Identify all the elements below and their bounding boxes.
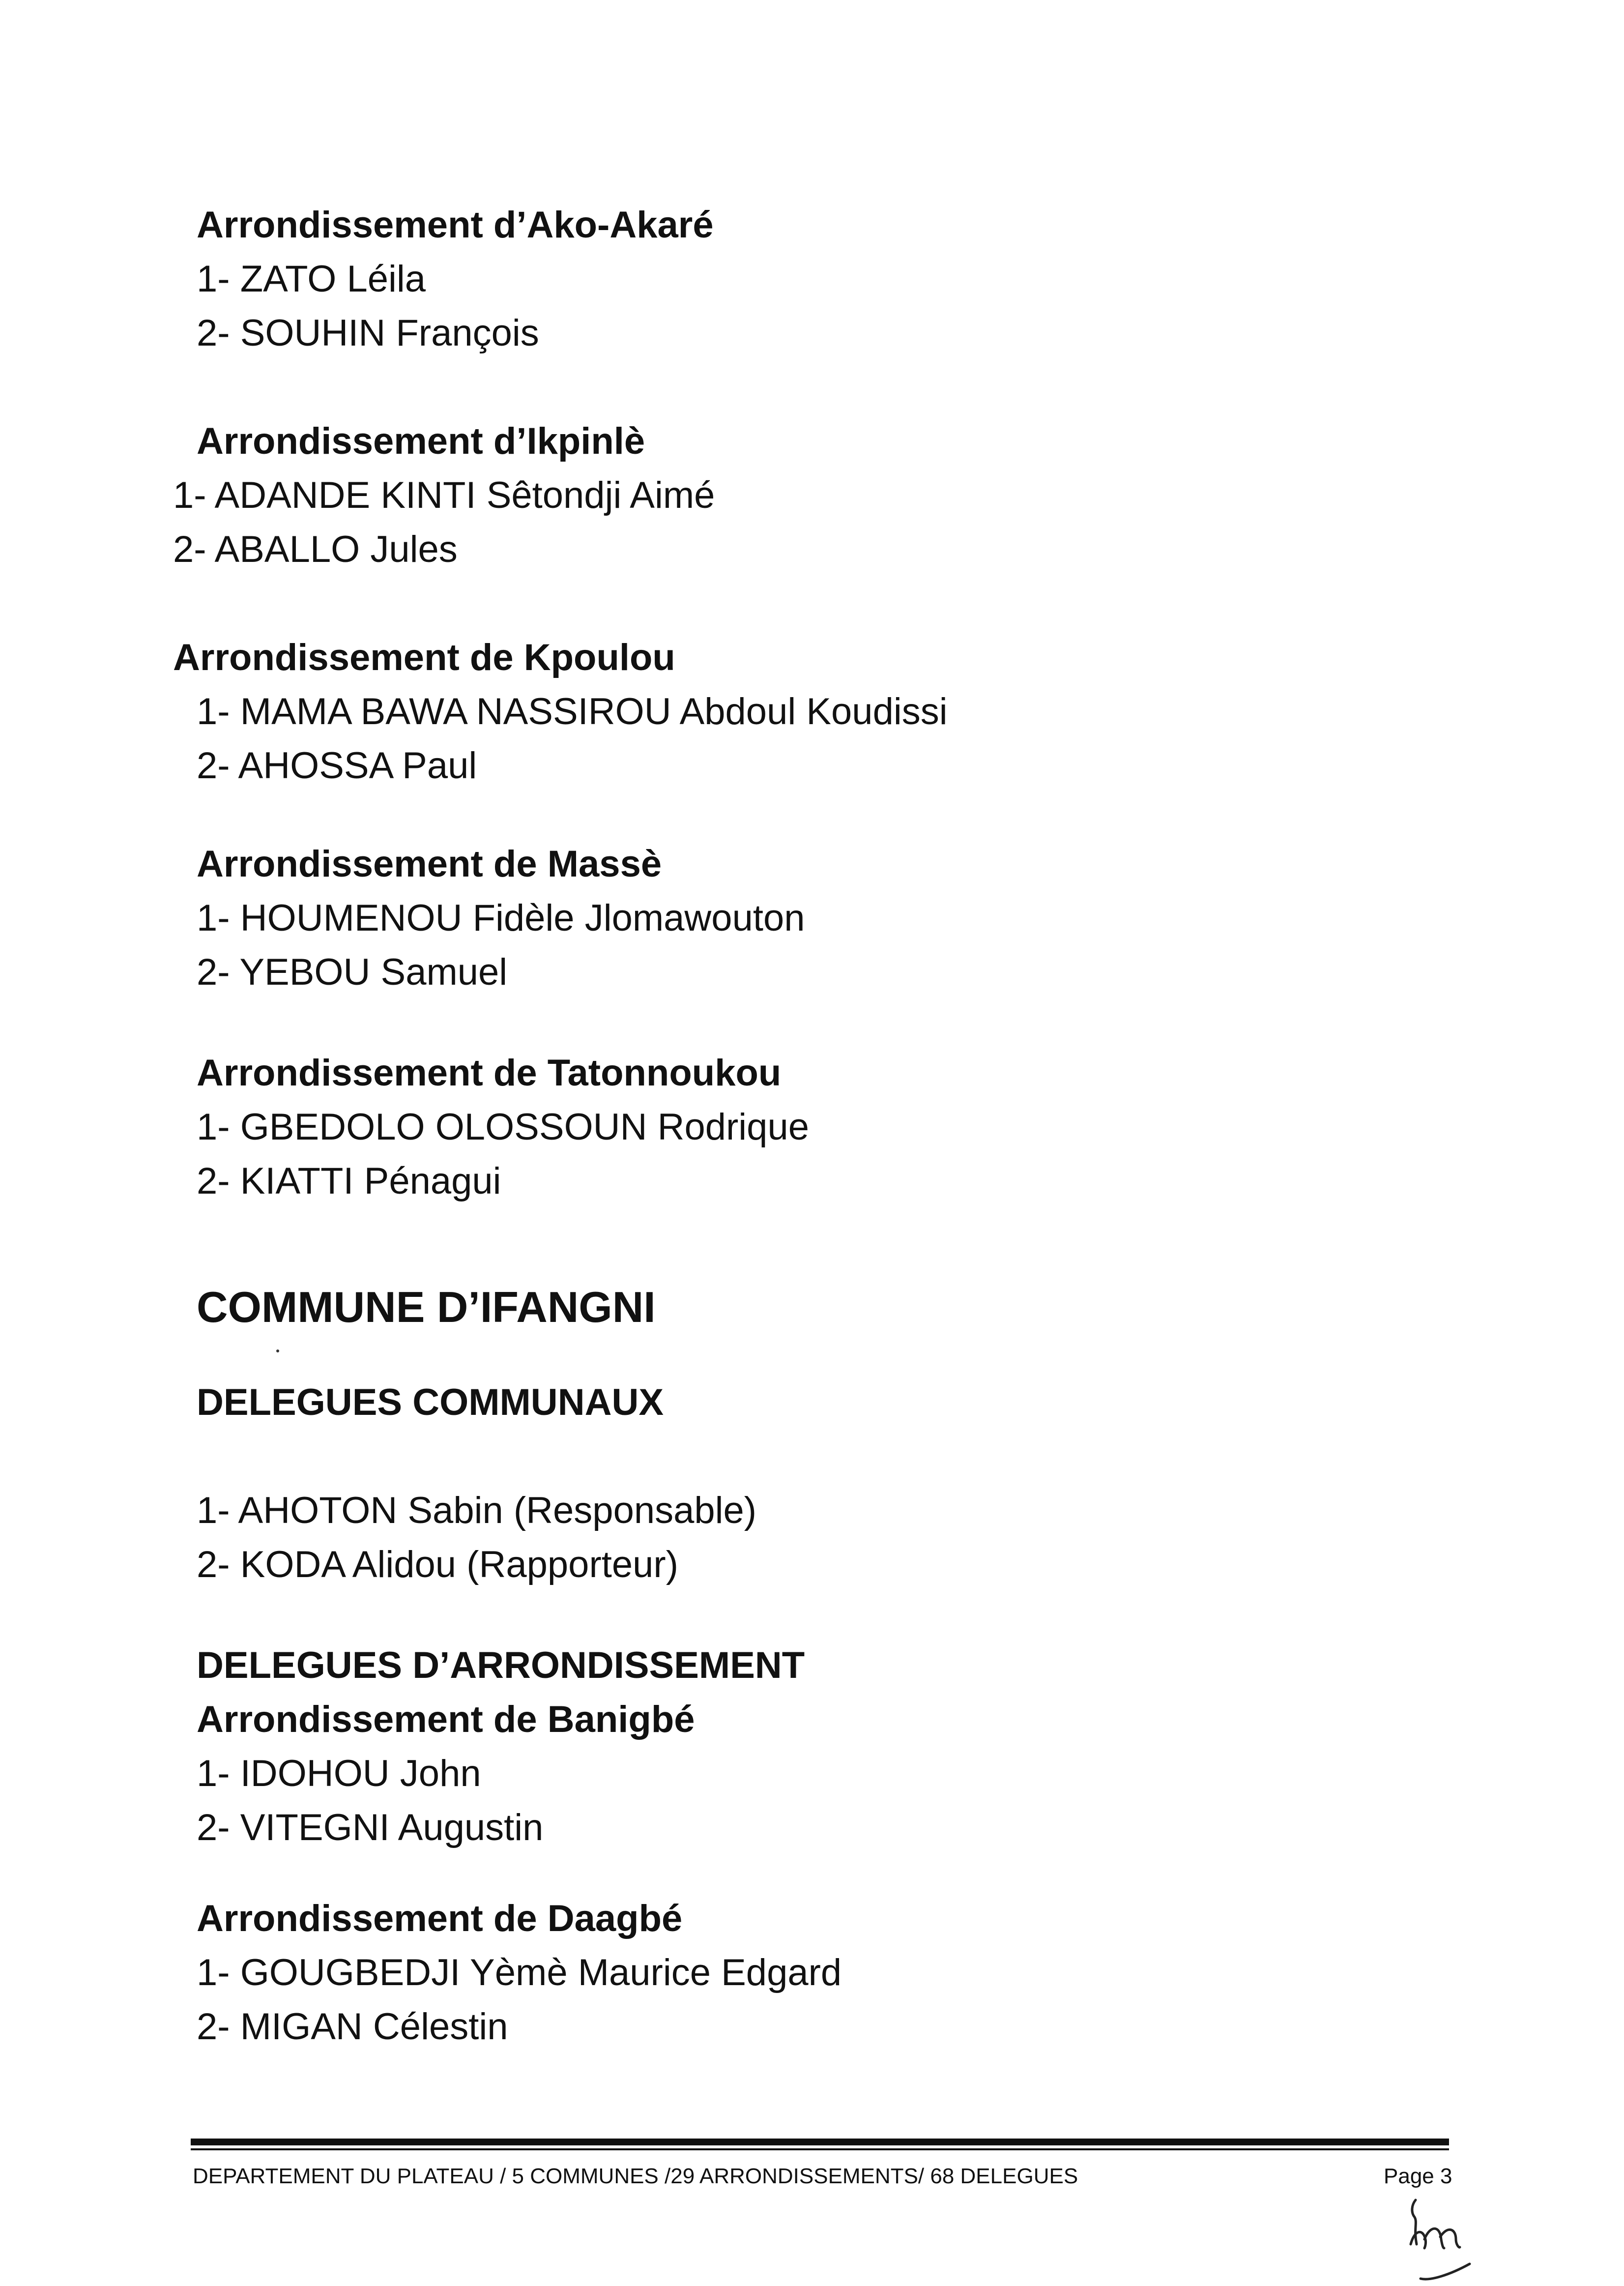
list-item: 2- MIGAN Célestin <box>197 2006 508 2048</box>
section-heading-kpoulou: Arrondissement de Kpoulou <box>173 637 675 678</box>
list-item: 2- AHOSSA Paul <box>197 745 477 787</box>
list-item: 2- SOUHIN François <box>197 312 539 354</box>
delegues-arrondissement-heading: DELEGUES D’ARRONDISSEMENT <box>197 1644 805 1686</box>
section-heading-tatonnoukou: Arrondissement de Tatonnoukou <box>197 1052 782 1094</box>
commune-title: COMMUNE D’IFANGNI <box>197 1283 656 1331</box>
list-item: 1- GOUGBEDJI Yèmè Maurice Edgard <box>197 1952 842 1993</box>
list-item: 2- VITEGNI Augustin <box>197 1807 544 1848</box>
handwritten-initials <box>1401 2190 1479 2284</box>
section-heading-daagbe: Arrondissement de Daagbé <box>197 1898 683 1939</box>
list-item: 2- YEBOU Samuel <box>197 951 508 993</box>
list-item: 2- KODA Alidou (Rapporteur) <box>197 1544 679 1585</box>
section-heading-ikpinle: Arrondissement d’Ikpinlè <box>197 420 645 462</box>
list-item: 1- ZATO Léila <box>197 258 426 300</box>
section-heading-ako-akare: Arrondissement d’Ako-Akaré <box>197 204 714 246</box>
footer-rule-thin <box>191 2148 1449 2150</box>
list-item: 1- GBEDOLO OLOSSOUN Rodrique <box>197 1106 809 1148</box>
delegues-communaux-heading: DELEGUES COMMUNAUX <box>197 1381 664 1423</box>
list-item: 1- ADANDE KINTI Sêtondji Aimé <box>173 474 715 516</box>
list-item: 1- AHOTON Sabin (Responsable) <box>197 1490 757 1531</box>
list-item: 1- IDOHOU John <box>197 1753 481 1794</box>
page-number: Page 3 <box>1384 2164 1452 2188</box>
list-item: 1- MAMA BAWA NASSIROU Abdoul Koudissi <box>197 691 948 733</box>
footer-text: DEPARTEMENT DU PLATEAU / 5 COMMUNES /29 ARRONDISSEMENTS/ 68 DELEGUES <box>193 2164 1078 2188</box>
footer-rule <box>191 2139 1449 2145</box>
section-heading-masse: Arrondissement de Massè <box>197 843 662 885</box>
list-item: 1- HOUMENOU Fidèle Jlomawouton <box>197 897 805 939</box>
section-heading-banigbe: Arrondissement de Banigbé <box>197 1699 695 1740</box>
list-item: 2- ABALLO Jules <box>173 528 458 570</box>
stray-mark <box>276 1349 279 1352</box>
list-item: 2- KIATTI Pénagui <box>197 1160 501 1202</box>
